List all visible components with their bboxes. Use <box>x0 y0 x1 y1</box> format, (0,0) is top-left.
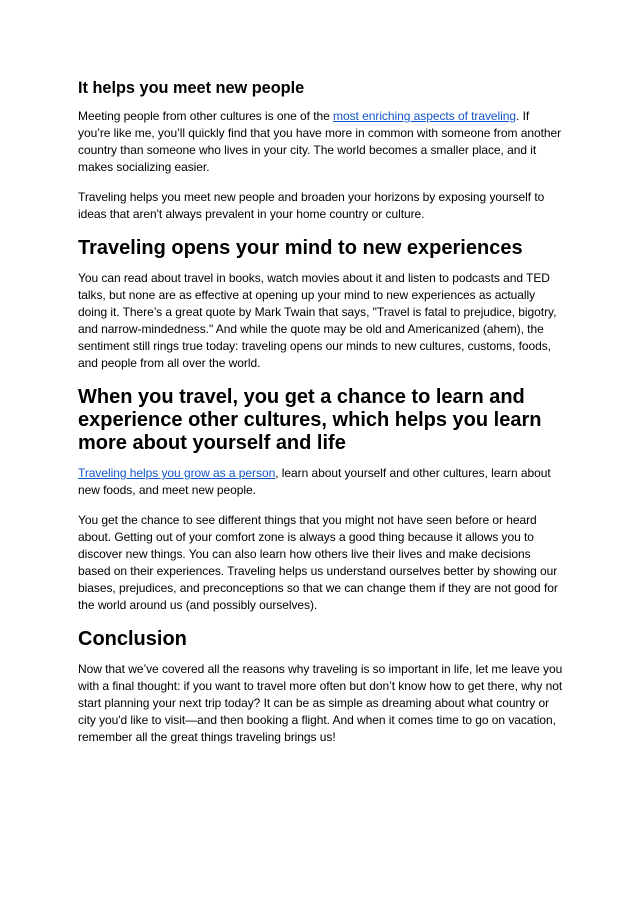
section-learn-cultures <box>78 386 564 614</box>
section-conclusion <box>78 628 564 746</box>
section-meet-people <box>78 79 564 223</box>
paragraph-learn-cultures-2: You get the chance to see different things that you might not have seen before or heard about. Getting out of your comfort zone is always a good thing because it allows you to discover new things. You can also learn how others live their lives and make decisions based on their experiences. Traveling helps us understand ourselves better by showing our biases, prejudices, and preconceptions so that we can change them if they are not good for the world around us (and possibly ourselves). <box>78 513 558 612</box>
paragraph-text: Meeting people from other cultures is one of the <box>78 109 334 123</box>
paragraph-text: . If you’re like me, you’ll quickly find that you have more in common with someone from another country than someone who lives in your city. The world becomes a smaller place, and it makes socializing easier. <box>78 109 562 174</box>
paragraph-open-mind-1: You can read about travel in books, watch movies about it and listen to podcasts and TED talks, but none are as effective at opening up your mind to new experiences as actually doing it. There’s a great quote by Mark Twain that says, "Travel is fatal to prejudice, bigotry, and narrow-mindedness." And while the quote may be old and Americanized (ahem), the sentiment still rings true today: traveling opens our minds to new cultures, customs, foods, and people from all over the world. <box>78 271 557 370</box>
paragraph-learn-cultures-1 <box>78 465 564 499</box>
link-grow-as-person[interactable]: Traveling helps you grow as a person <box>78 466 276 480</box>
paragraph-conclusion-1: Now that we’ve covered all the reasons why traveling is so important in life, let me leave you with a final thought: if you want to travel more often but don’t know how to get there, why not start planning your next trip today? It can be as simple as dreaming about what country or city you'd like to visit—and then booking a flight. And when it comes time to go on vacation, remember all the great things traveling brings us! <box>78 662 563 744</box>
paragraph-meet-people-2: Traveling helps you meet new people and broaden your horizons by exposing yourself to ideas that aren't always prevalent in your home country or culture. <box>78 190 545 221</box>
document-page <box>78 79 564 746</box>
section-open-mind <box>78 237 564 372</box>
link-enriching-aspects[interactable]: most enriching aspects of traveling <box>333 109 517 123</box>
heading-open-mind: Traveling opens your mind to new experiences <box>78 237 523 259</box>
paragraph-meet-people-1 <box>78 108 564 176</box>
heading-meet-people: It helps you meet new people <box>78 79 305 97</box>
heading-conclusion: Conclusion <box>78 628 187 650</box>
heading-learn-cultures: When you travel, you get a chance to learn and experience other cultures, which helps you learn more about yourself and life <box>78 386 542 454</box>
paragraph-text: , learn about yourself and other cultures, learn about new foods, and meet new people. <box>78 466 551 497</box>
